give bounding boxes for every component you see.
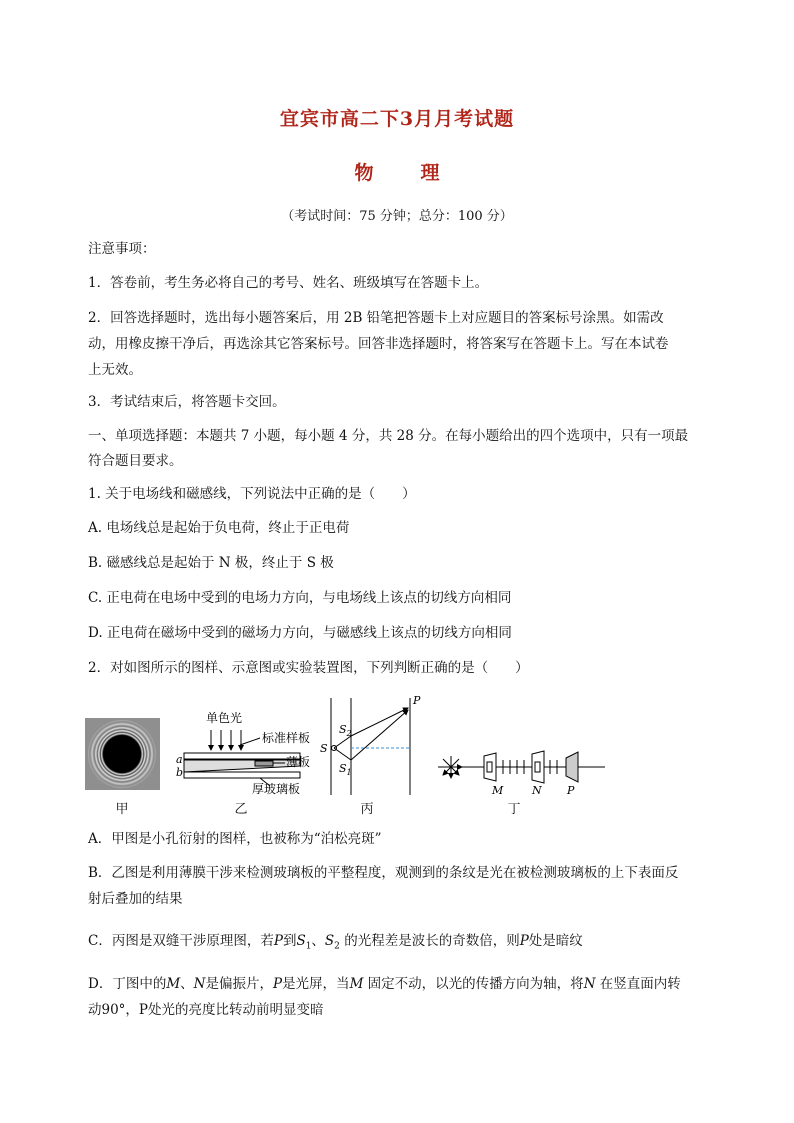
question-2-stem: 2．对如图所示的图样、示意图或实验装置图，下列判断正确的是（ ）: [88, 660, 529, 676]
thick-glass-label: 厚玻璃板: [252, 782, 301, 796]
figure-ding: [438, 751, 605, 797]
note-item: 1．答卷前，考生务必将自己的考号、姓名、班级填写在答题卡上。: [88, 275, 489, 291]
question-1-option-b: B. 磁感线总是起始于 N 极，终止于 S 极: [88, 555, 334, 571]
question-1-option-d: D. 正电荷在磁场中受到的磁场力方向，与磁感线上该点的切线方向相同: [88, 625, 512, 641]
label-p: P: [567, 784, 575, 797]
screen-p: [566, 752, 578, 782]
notes-heading: 注意事项：: [88, 241, 156, 257]
label-a: a: [176, 753, 183, 766]
standard-plate: [184, 753, 300, 759]
diffraction-pattern: [88, 720, 156, 788]
question-1-stem: 1. 关于电场线和磁感线，下列说法中正确的是（ ）: [88, 486, 416, 502]
label-m: M: [492, 784, 504, 797]
figure-jia: [85, 718, 160, 790]
question-2-option-b: B．乙图是利用薄膜干涉来检测玻璃板的平整程度，观测到的条纹是光在被检测玻璃板的上下表面反: [88, 865, 679, 881]
caption-bing: 丙: [360, 802, 374, 817]
caption-yi: 乙: [234, 802, 248, 817]
question-2-option-b-cont: 射后叠加的结果: [88, 891, 183, 907]
thin-sheet: [255, 761, 273, 766]
figure-bing: [320, 694, 421, 795]
standard-plate-label: 标准样板: [262, 731, 311, 745]
thin-film-wedge: [184, 760, 300, 772]
source-s-label: S: [320, 742, 328, 755]
note-item: 3．考试结束后，将答题卡交回。: [88, 394, 286, 410]
section-heading: 一、单项选择题：本题共 7 小题，每小题 4 分，共 28 分。在每小题给出的四个选项中，只有一项最: [88, 428, 689, 444]
thick-glass-plate: [184, 772, 300, 778]
label-n: N: [532, 784, 542, 797]
label-b: b: [176, 766, 184, 779]
slit-s1-label: $S_1$: [339, 762, 352, 777]
subject-title: 物 理: [354, 162, 454, 184]
note-item: 动，用橡皮擦干净后，再选涂其它答案标号。回答非选择题时，将答案写在答题卡上。写在本试卷: [88, 336, 669, 352]
section-heading: 符合题目要求。: [88, 453, 183, 469]
question-2-option-d: D．丁图中的M、N是偏振片，P是光屏，当M 固定不动，以光的传播方向为轴，将N 在竖直面内转: [88, 976, 681, 992]
exam-info: （考试时间：75 分钟；总分：100 分）: [281, 209, 513, 224]
slit-s2-label: $S_2$: [339, 723, 352, 738]
caption-ding: 丁: [507, 802, 521, 817]
question-1-option-a: A. 电场线总是起始于负电荷，终止于正电荷: [88, 520, 350, 536]
note-item: 上无效。: [88, 362, 142, 378]
question-2-option-c: C．丙图是双缝干涉原理图，若P到$S_1$、$S_2$ 的光程差是波长的奇数倍，则P处是暗纹: [88, 933, 583, 952]
note-item: 2．回答选择题时，选出每小题答案后，用 2B 铅笔把答题卡上对应题目的答案标号涂黑。如需改: [88, 310, 664, 326]
screen-p-label: P: [413, 694, 421, 707]
exam-title: 宜宾市高二下3月月考试题: [279, 108, 515, 130]
question-2-option-d-cont: 动90°，P处光的亮度比转动前明显变暗: [88, 1002, 324, 1018]
thin-sheet-label: 薄板: [286, 755, 311, 769]
mono-light-label: 单色光: [206, 711, 243, 725]
caption-jia: 甲: [115, 802, 129, 817]
question-1-option-c: C. 正电荷在电场中受到的电场力方向，与电场线上该点的切线方向相同: [88, 590, 512, 606]
question-2-option-a: A．甲图是小孔衍射的图样，也被称为“泊松亮斑”: [88, 831, 382, 847]
figure-yi: [176, 710, 310, 796]
question-2-figures: [80, 690, 620, 822]
